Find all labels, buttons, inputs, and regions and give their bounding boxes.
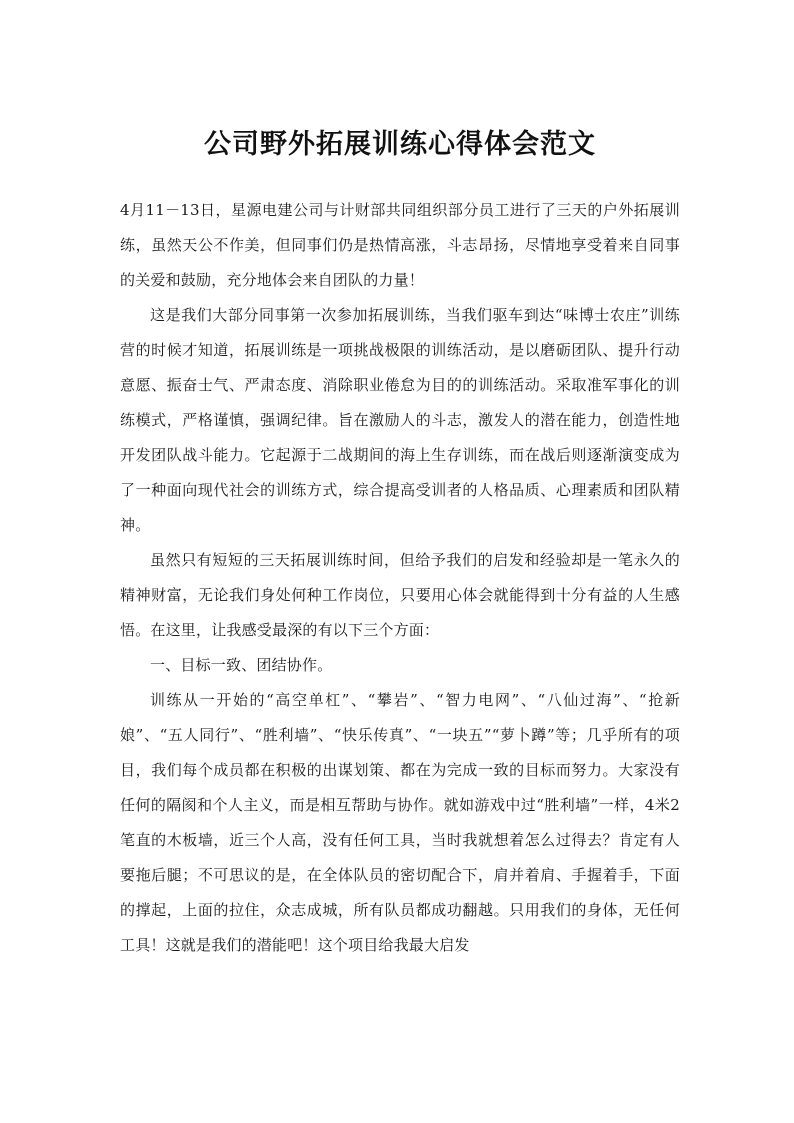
paragraph-teamwork: 训练从一开始的“高空单杠”、“攀岩”、“智力电网”、“八仙过海”、“抢新娘”、“五人同行”、“胜利墙”、“快乐传真”、“一块五”“萝卜蹲”等；几乎所有的项目，我们每个成员都在积极的出谋划策、都在为完成一致的目标而努力。大家没有任何的隔阂和个人主义，而是相互帮助与协作。就如游戏中过“胜利墙”一样，4米2笔直的木板墙，近三个人高，没有任何工具，当时我就想着怎么过得去？肯定有人要拖后腿；不可思议的是，在全体队员的密切配合下，肩并着肩、手握着手，下面的撑起，上面的拉住，众志成城，所有队员都成功翻越。只用我们的身体，无任何工具！这就是我们的潜能吧！这个项目给我最大启发 (120, 691, 680, 954)
document-title: 公司野外拓展训练心得体会范文 (204, 129, 596, 160)
paragraph-three-aspects: 虽然只有短短的三天拓展训练时间，但给予我们的启发和经验却是一笔永久的精神财富，无论我们身处何种工作岗位，只要用心体会就能得到十分有益的人生感悟。在这里，让我感受最深的有以下三个方面： (120, 551, 680, 639)
paragraph-intro: 4月11－13日，星源电建公司与计财部共同组织部分员工进行了三天的户外拓展训练，虽然天公不作美，但同事们仍是热情高涨，斗志昂扬，尽情地享受着来自同事的关爱和鼓励，充分地体会来自团队的力量！ (120, 201, 680, 289)
section-heading-one: 一、目标一致、团结协作。 (150, 656, 333, 674)
document-body (120, 193, 680, 963)
paragraph-training-description: 这是我们大部分同事第一次参加拓展训练，当我们驱车到达“味博士农庄”训练营的时候才知道，拓展训练是一项挑战极限的训练活动，是以磨砺团队、提升行动意愿、振奋士气、严肃态度、消除职业倦怠为目的的训练活动。采取准军事化的训练模式，严格谨慎，强调纪律。旨在激励人的斗志，激发人的潜在能力，创造性地开发团队战斗能力。它起源于二战期间的海上生存训练，而在战后则逐渐演变成为了一种面向现代社会的训练方式，综合提高受训者的人格品质、心理素质和团队精神。 (120, 306, 680, 534)
